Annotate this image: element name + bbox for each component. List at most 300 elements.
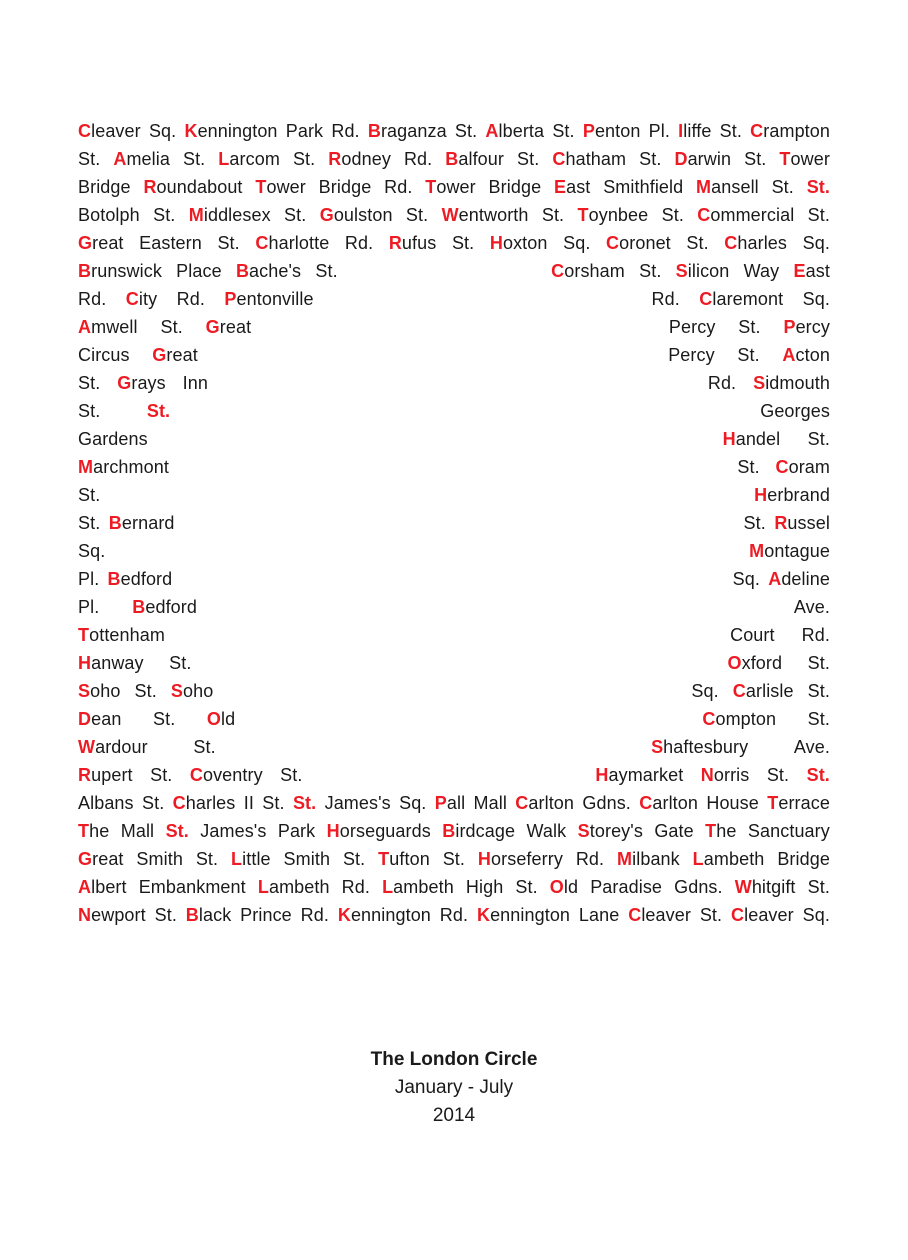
red-initial-letter: C [750,121,764,141]
street-word: Sq. [399,793,427,813]
street-text-block [78,117,830,929]
street-word: St. [766,765,790,785]
street-word: St. [134,681,157,701]
street-word: Russel [774,513,830,533]
street-word: St. [771,177,794,197]
circle-hole-spacer [230,612,761,613]
red-initial-letter: G [78,233,93,253]
street-word: Rd. [341,877,370,897]
street-word: The [705,821,737,841]
circle-hole-spacer [217,668,702,669]
street-word: East [553,177,591,197]
circle-hole-spacer [175,444,695,445]
street-word: Rd. [331,121,360,141]
street-word: Rufus [388,233,437,253]
red-initial-letter: R [143,177,157,197]
circle-hole-spacer [225,388,691,389]
street-line [78,789,830,817]
circle-hole-spacer [352,276,537,277]
red-initial-letter: S [577,821,590,841]
street-word: Herbrand [754,485,830,505]
street-word: Ave. [793,737,830,757]
red-initial-letter: A [485,121,499,141]
street-word: Bernard [108,513,175,533]
street-word: Embankment [138,877,246,897]
street-word: Handel [722,429,781,449]
street-word: Carlton [515,793,575,813]
street-word: Way [743,261,780,281]
red-initial-letter: L [257,877,269,897]
street-word: St. [738,317,761,337]
street-word: II [243,793,254,813]
street-word: Charles [724,233,788,253]
street-line [78,873,830,901]
street-word: Haymarket [595,765,684,785]
red-initial-letter: C [775,457,789,477]
circle-hole-spacer [274,332,646,333]
street-word: Paradise [590,877,663,897]
red-initial-letter: K [476,905,491,925]
street-line [78,649,830,677]
street-word: Bridge [488,177,542,197]
street-word: Rd. [300,905,329,925]
street-line [78,257,830,285]
red-initial-letter: S [651,737,664,757]
street-word: St. [743,513,766,533]
street-word: Tufton [378,849,430,869]
red-initial-letter: C [515,793,529,813]
red-initial-letter: B [445,149,459,169]
street-word: Commercial [697,205,795,225]
street-line [78,117,830,145]
street-line [78,145,830,173]
street-word: St. [182,149,206,169]
street-word: Albert [78,877,127,897]
street-word: Smith [136,849,183,869]
street-word: St. [78,149,101,169]
street-line [78,537,830,565]
red-initial-letter: C [606,233,620,253]
red-initial-letter: N [700,765,714,785]
street-word: St. [737,457,760,477]
street-word: Coronet [606,233,671,253]
red-initial-letter: T [78,625,90,645]
red-initial-letter: C [731,905,745,925]
red-initial-letter: R [774,513,788,533]
street-line [78,509,830,537]
street-word: St. [541,205,565,225]
street-word: Kennington [337,905,431,925]
street-word: Amwell [78,317,138,337]
street-word: Corsham [551,261,625,281]
street-word: Montague [749,541,830,561]
street-word: Sq. [148,121,177,141]
street-word: St. [661,205,684,225]
street-line [78,901,830,929]
street-word: St. [169,653,192,673]
red-initial-letter: C [551,261,565,281]
red-initial-letter: S [753,373,766,393]
red-initial-letter: E [553,177,567,197]
street-word: Rd. [651,289,680,309]
red-initial-letter: A [782,345,796,365]
circle-hole-spacer [192,640,703,641]
street-word: St. [737,345,760,365]
red-street-word: St. [146,401,171,421]
street-word: Kennington [184,121,278,141]
street-line [78,397,830,425]
red-initial-letter: T [255,177,267,197]
street-word: Place [176,261,222,281]
street-word: Rd. [801,625,830,645]
street-word: Middlesex [188,205,271,225]
street-word: Ave. [793,597,830,617]
red-initial-letter: C [78,121,92,141]
artwork-subtitle: January - July [394,1077,514,1098]
circle-hole-spacer [185,472,722,473]
red-initial-letter: B [78,261,92,281]
street-word: Rd. [403,149,433,169]
street-word: Bedford [107,569,173,589]
street-word: Great [78,233,124,253]
street-word: The [78,821,110,841]
street-word: Bridge [777,849,830,869]
street-word: St. [78,513,101,533]
red-initial-letter: P [582,121,595,141]
red-initial-letter: T [705,821,717,841]
red-initial-letter: G [152,345,167,365]
street-word: Pl. [78,569,100,589]
street-word: Birdcage [442,821,516,841]
red-initial-letter: W [734,877,752,897]
street-word: Charlotte [255,233,330,253]
red-initial-letter: M [617,849,633,869]
red-initial-letter: C [702,709,716,729]
red-initial-letter: H [754,485,768,505]
red-initial-letter: C [552,149,566,169]
street-word: St. [292,149,316,169]
street-word: Marchmont [78,457,169,477]
street-word: Prince [240,905,292,925]
street-word: Amelia [113,149,170,169]
street-word: Pl. [78,597,100,617]
red-initial-letter: S [675,261,688,281]
street-word: Pall [434,793,466,813]
circle-hole-spacer [227,696,677,697]
street-word: St. [807,653,830,673]
street-word: Mall [473,793,507,813]
red-initial-letter: C [697,205,711,225]
street-word: Brunswick [78,261,162,281]
street-word: Kennington [476,905,571,925]
street-word: St. [217,233,240,253]
red-initial-letter: B [107,569,121,589]
red-initial-letter: M [188,205,204,225]
red-initial-letter: G [78,849,93,869]
street-word: Pentonville [224,289,314,309]
street-word: St. [154,905,177,925]
street-word: Wentworth [441,205,529,225]
street-word: Sq. [802,289,830,309]
street-word: Cleaver [731,905,794,925]
street-word: St. [515,877,538,897]
red-initial-letter: C [255,233,269,253]
street-word: Tottenham [78,625,165,645]
street-word: Inn [182,373,208,393]
street-word: Great [152,345,198,365]
street-word: Roundabout [143,177,243,197]
street-word: Great [78,849,124,869]
red-initial-letter: K [337,905,351,925]
street-word: Darwin [674,149,732,169]
circle-hole-spacer [333,304,632,305]
street-word: Rd. [707,373,737,393]
street-word: Rd. [384,177,413,197]
street-line [78,593,830,621]
red-initial-letter: R [328,149,342,169]
street-word: Soho [170,681,214,701]
red-initial-letter: T [78,821,90,841]
street-word: Gdns. [674,877,723,897]
street-word: Bedford [132,597,197,617]
street-word: High [465,877,504,897]
red-initial-letter: G [319,205,334,225]
street-word: Rd. [78,289,107,309]
street-word: Cleaver [628,905,691,925]
street-word: Norris [700,765,750,785]
street-line [78,565,830,593]
street-word: Rd. [176,289,205,309]
street-word: St. [744,149,767,169]
street-word: Sq. [802,905,830,925]
street-word: St. [517,149,540,169]
street-word: Lambeth [692,849,765,869]
red-initial-letter: D [674,149,688,169]
street-word: Botolph [78,205,140,225]
street-word: Mansell [696,177,759,197]
circle-hole-spacer [267,724,671,725]
street-word: Lambeth [257,877,330,897]
street-word: St. [639,261,662,281]
red-street-word: St. [806,177,830,197]
street-word: Crampton [750,121,830,141]
red-initial-letter: H [477,849,492,869]
street-line [78,817,830,845]
street-word: St. [262,793,285,813]
street-word: Bache's [235,261,302,281]
street-word: Acton [782,345,830,365]
street-word: St. [699,905,723,925]
artwork-title: The London Circle [370,1049,538,1070]
red-initial-letter: W [78,737,96,757]
red-initial-letter: S [170,681,183,701]
red-initial-letter: P [783,317,796,337]
street-word: Pl. [648,121,670,141]
street-word: Alberta [485,121,545,141]
red-initial-letter: B [367,121,381,141]
street-word: Gardens [78,429,148,449]
street-word: Horseguards [326,821,431,841]
street-line [78,369,830,397]
street-line [78,845,830,873]
red-street-word: St. [292,793,317,813]
street-word: St. [150,765,173,785]
red-initial-letter: H [489,233,503,253]
red-street-word: St. [806,765,830,785]
street-word: Rd. [344,233,374,253]
red-initial-letter: O [206,709,221,729]
street-word: St. [284,205,307,225]
red-initial-letter: A [113,149,127,169]
street-word: Rd. [439,905,469,925]
red-initial-letter: C [732,681,746,701]
circle-hole-spacer [152,556,703,557]
red-initial-letter: S [78,681,91,701]
red-initial-letter: M [78,457,94,477]
street-word: Sq. [732,569,760,589]
street-word: James's [324,793,391,813]
street-line [78,705,830,733]
street-word: St. [552,121,575,141]
street-word: City [125,289,158,309]
street-word [147,397,170,425]
red-initial-letter: A [768,569,782,589]
street-word: Terrace [767,793,830,813]
street-word: Whitgift [734,877,796,897]
street-word: St. [315,261,338,281]
street-line [78,425,830,453]
red-initial-letter: C [639,793,653,813]
street-word: Silicon [675,261,730,281]
street-line [78,481,830,509]
street-word: Rodney [328,149,391,169]
red-initial-letter: B [185,905,199,925]
street-word: St. [141,793,165,813]
red-initial-letter: O [549,877,564,897]
street-word: Sq. [78,541,106,561]
street-line [78,201,830,229]
red-initial-letter: I [678,121,684,141]
red-initial-letter: H [722,429,736,449]
street-word: Albans [78,793,134,813]
street-word: Tower [779,149,830,169]
circle-hole-spacer [183,528,735,529]
red-initial-letter: A [78,317,92,337]
street-word: Tower [425,177,476,197]
street-word: St. [280,765,303,785]
circle-hole-spacer [320,780,578,781]
street-word: Percy [668,345,715,365]
street-word: Wardour [78,737,148,757]
street-word: St. [78,401,101,421]
red-initial-letter: G [205,317,220,337]
street-word: St. [78,373,101,393]
red-initial-letter: O [727,653,742,673]
red-initial-letter: M [749,541,765,561]
street-word: Hoxton [489,233,548,253]
red-initial-letter: L [382,877,394,897]
street-word: Adeline [768,569,830,589]
street-word: Sanctuary [747,821,830,841]
street-word: Coram [775,457,830,477]
street-word: Oxford [727,653,783,673]
street-word: East [793,261,830,281]
red-initial-letter: L [692,849,704,869]
street-word: St. [807,877,830,897]
street-word: Milbank [617,849,680,869]
street-word: Smith [283,849,331,869]
street-word: Smithfield [603,177,684,197]
red-initial-letter: D [78,709,92,729]
street-word: St. [807,429,830,449]
street-line [78,621,830,649]
red-initial-letter: K [184,121,198,141]
red-initial-letter: L [218,149,230,169]
street-word: Compton [702,709,777,729]
red-initial-letter: C [125,289,139,309]
street-word: Claremont [699,289,784,309]
red-initial-letter: C [724,233,738,253]
street-word: Park [285,121,324,141]
red-initial-letter: M [696,177,712,197]
street-word: Soho [78,681,121,701]
street-word: St. [807,681,830,701]
street-word: Storey's [577,821,643,841]
street-word: Old [206,709,236,729]
street-word: Rd. [575,849,605,869]
street-word: Goulston [319,205,393,225]
street-line [78,733,830,761]
street-word: St. [160,317,183,337]
street-word: Percy [668,317,716,337]
street-word: Circus [78,345,130,365]
street-word: Sidmouth [753,373,830,393]
street-word: St. [639,149,662,169]
circle-hole-spacer [154,500,701,501]
street-word: Balfour [445,149,505,169]
red-initial-letter: N [78,905,92,925]
street-word: Sq. [802,233,830,253]
street-word [166,817,189,845]
street-word: Shaftesbury [651,737,749,757]
street-word: House [706,793,759,813]
street-word: Sq. [563,233,591,253]
street-word: Little [231,849,271,869]
red-initial-letter: T [577,205,589,225]
circle-hole-spacer [221,360,646,361]
street-word: Charles [172,793,236,813]
red-initial-letter: A [78,877,92,897]
red-initial-letter: H [78,653,92,673]
street-word: Great [205,317,252,337]
red-initial-letter: E [793,261,806,281]
red-initial-letter: T [378,849,390,869]
street-word: Mall [120,821,155,841]
street-word: St. [719,121,742,141]
caption [0,1046,908,1130]
street-word [293,789,316,817]
street-word: Park [277,821,316,841]
street-word: Court [730,625,775,645]
street-word: Iliffe [678,121,712,141]
street-word: Chatham [552,149,627,169]
street-word: Penton [582,121,641,141]
street-word: Hanway [78,653,144,673]
street-word: Percy [783,317,830,337]
street-word: Sq. [691,681,719,701]
street-word: Tower [255,177,306,197]
street-word: Lane [578,905,620,925]
